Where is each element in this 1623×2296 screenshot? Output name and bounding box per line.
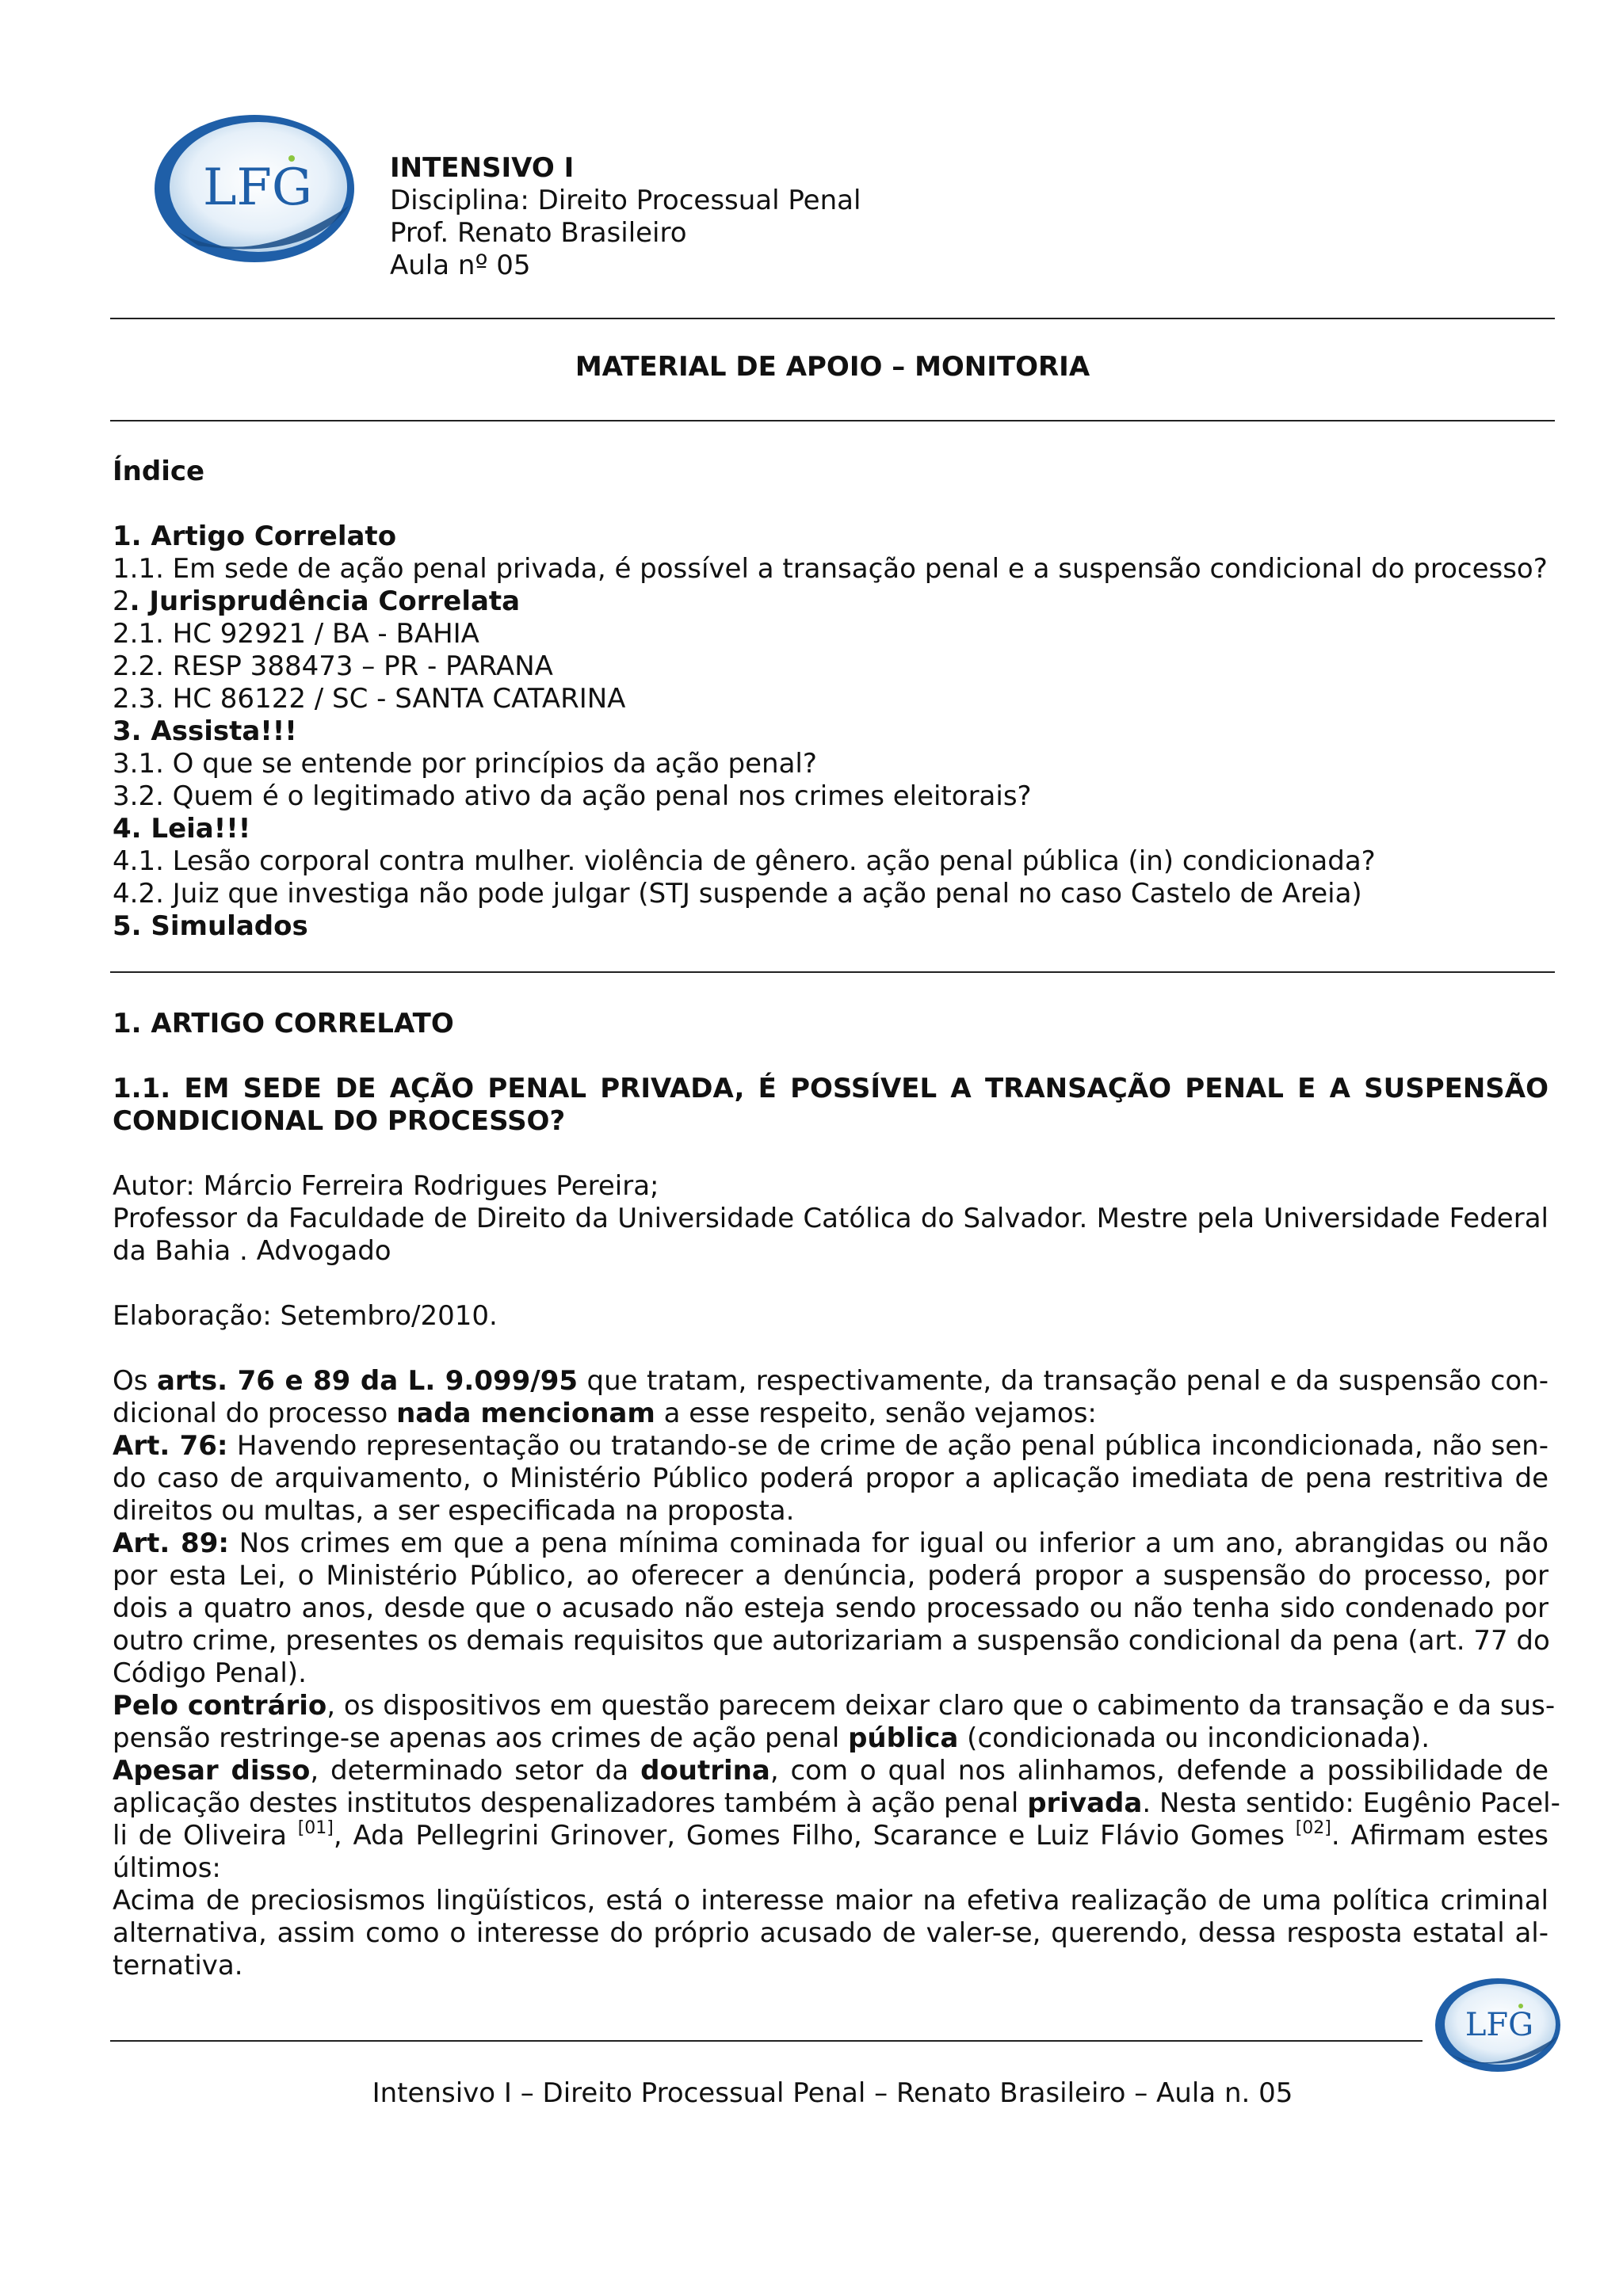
article-author: Autor: Márcio Ferreira Rodrigues Pereira;: [113, 1170, 659, 1202]
index-item: [113, 585, 1549, 618]
body-line: dicional do processo nada mencionam a esse respeito, senão vejamos:: [113, 1398, 1097, 1429]
index-item-number: 2: [113, 585, 130, 617]
page-title: MATERIAL DE APOIO – MONITORIA: [575, 351, 1090, 383]
article-label: Art. 89:: [113, 1527, 229, 1559]
footer-text: Intensivo I – Direito Processual Penal – Renato Brasileiro – Aula n. 05: [372, 2077, 1293, 2109]
quote-line: Acima de preciosismos lingüísticos, está o interesse maior na efetiva realização de uma política criminal: [113, 1885, 1549, 1917]
body-line: Apesar disso, determinado setor da doutrina, com o qual nos alinhamos, defende a possibilidade de: [113, 1755, 1549, 1787]
professor: Prof. Renato Brasileiro: [390, 217, 687, 249]
index-item: 1.1. Em sede de ação penal privada, é possível a transação penal e a suspensão condicional do processo?: [113, 553, 1548, 585]
emphasis: nada mencionam: [396, 1398, 655, 1429]
discipline: Disciplina: Direito Processual Penal: [390, 185, 861, 216]
lfg-logo: [151, 111, 358, 266]
emphasis: arts. 76 e 89 da L. 9.099/95: [156, 1365, 579, 1397]
author-description: Professor da Faculdade de Direito da Universidade Católica do Salvador. Mestre pela Universidade Federal da Bahia . Advogado: [113, 1203, 1549, 1267]
index-item: 5. Simulados: [113, 910, 308, 942]
emphasis: Apesar disso: [113, 1755, 311, 1787]
emphasis: pública: [848, 1722, 959, 1754]
article-label: Art. 76:: [113, 1430, 228, 1462]
index-item-label: . Jurisprudência Correlata: [129, 585, 521, 617]
quote-line: alternativa, assim como o interesse do próprio acusado de valer-se, querendo, dessa resposta estatal al-: [113, 1917, 1549, 1949]
index-item: 2.3. HC 86122 / SC - SANTA CATARINA: [113, 683, 626, 715]
index-item: 3.2. Quem é o legitimado ativo da ação penal nos crimes eleitorais?: [113, 780, 1032, 812]
art-89-line: dois a quatro anos, desde que o acusado não esteja sendo processado ou não tenha sido condenado por: [113, 1592, 1549, 1624]
body-line: pensão restringe-se apenas aos crimes de ação penal pública (condicionada ou incondicionada).: [113, 1722, 1430, 1754]
course-header: [390, 152, 861, 282]
index-item: 4.1. Lesão corporal contra mulher. violência de gênero. ação penal pública (in) condicionada?: [113, 845, 1376, 877]
footer-logo-text: LFG: [1465, 2007, 1534, 2043]
article-title-line: 1.1. EM SEDE DE AÇÃO PENAL PRIVADA, É POSSÍVEL A TRANSAÇÃO PENAL E A SUSPENSÃO: [113, 1073, 1549, 1104]
logo-text: LFG: [202, 158, 313, 217]
body-line: Os arts. 76 e 89 da L. 9.099/95 que tratam, respectivamente, da transação penal e da suspensão con-: [113, 1365, 1549, 1397]
index-section: [113, 456, 1549, 943]
article-title-line: CONDICIONAL DO PROCESSO?: [113, 1105, 566, 1137]
section-artigo-correlato: [113, 1008, 1560, 1982]
index-item: 4. Leia!!!: [113, 813, 251, 845]
index-item: 3. Assista!!!: [113, 715, 297, 747]
divider: [110, 420, 1555, 421]
emphasis: privada: [1027, 1787, 1143, 1819]
art-76-line: do caso de arquivamento, o Ministério Público poderá propor a aplicação imediata de pena restritiva de: [113, 1463, 1549, 1494]
index-item: 4.2. Juiz que investiga não pode julgar (STJ suspende a ação penal no caso Castelo de Areia): [113, 878, 1362, 910]
quote-line: ternativa.: [113, 1950, 243, 1981]
index-heading: Índice: [113, 456, 205, 487]
body-line: Pelo contrário, os dispositivos em questão parecem deixar claro que o cabimento da transação e da sus-: [113, 1690, 1556, 1722]
footnote-ref[interactable]: [01]: [297, 1818, 334, 1838]
footer-divider: [110, 2040, 1423, 2042]
art-89-line: Art. 89: Nos crimes em que a pena mínima cominada for igual ou inferior a um ano, abrangidas ou não: [113, 1527, 1549, 1559]
art-89-line: Código Penal).: [113, 1657, 307, 1689]
art-76-line: Art. 76: Havendo representação ou tratando-se de crime de ação penal pública incondicionada, não sen-: [113, 1430, 1549, 1462]
section-heading: 1. ARTIGO CORRELATO: [113, 1008, 454, 1039]
index-item: 2.1. HC 92921 / BA - BAHIA: [113, 618, 479, 650]
art-76-line: direitos ou multas, a ser especificada na proposta.: [113, 1495, 795, 1527]
body-line: últimos:: [113, 1852, 221, 1884]
index-item: 3.1. O que se entende por princípios da ação penal?: [113, 748, 817, 780]
footer-logo-graphic: [1433, 1976, 1563, 2074]
body-line: aplicação destes institutos despenalizadores também à ação penal privada. Nesta sentido: Eugênio Pacel-: [113, 1787, 1560, 1819]
divider: [110, 318, 1555, 319]
footer-lfg-logo: [1433, 1976, 1563, 2074]
lfg-logo-graphic: [151, 111, 358, 266]
article-date: Elaboração: Setembro/2010.: [113, 1300, 498, 1332]
emphasis: doutrina: [640, 1755, 770, 1787]
divider: [110, 971, 1555, 973]
index-item: 1. Artigo Correlato: [113, 521, 397, 552]
course-name: INTENSIVO I: [390, 152, 575, 184]
art-89-line: outro crime, presentes os demais requisitos que autorizariam a suspensão condicional da pena (art. 77 do: [113, 1625, 1550, 1657]
lesson-number: Aula nº 05: [390, 250, 531, 281]
index-item: 2.2. RESP 388473 – PR - PARANA: [113, 650, 553, 682]
body-line: li de Oliveira [01], Ada Pellegrini Grinover, Gomes Filho, Scarance e Luiz Flávio Gomes [02]. Afirmam estes: [113, 1818, 1549, 1852]
art-89-line: por esta Lei, o Ministério Público, ao oferecer a denúncia, poderá propor a suspensão do processo, por: [113, 1560, 1549, 1592]
emphasis: Pelo contrário: [113, 1690, 327, 1722]
footnote-ref[interactable]: [02]: [1295, 1818, 1331, 1838]
